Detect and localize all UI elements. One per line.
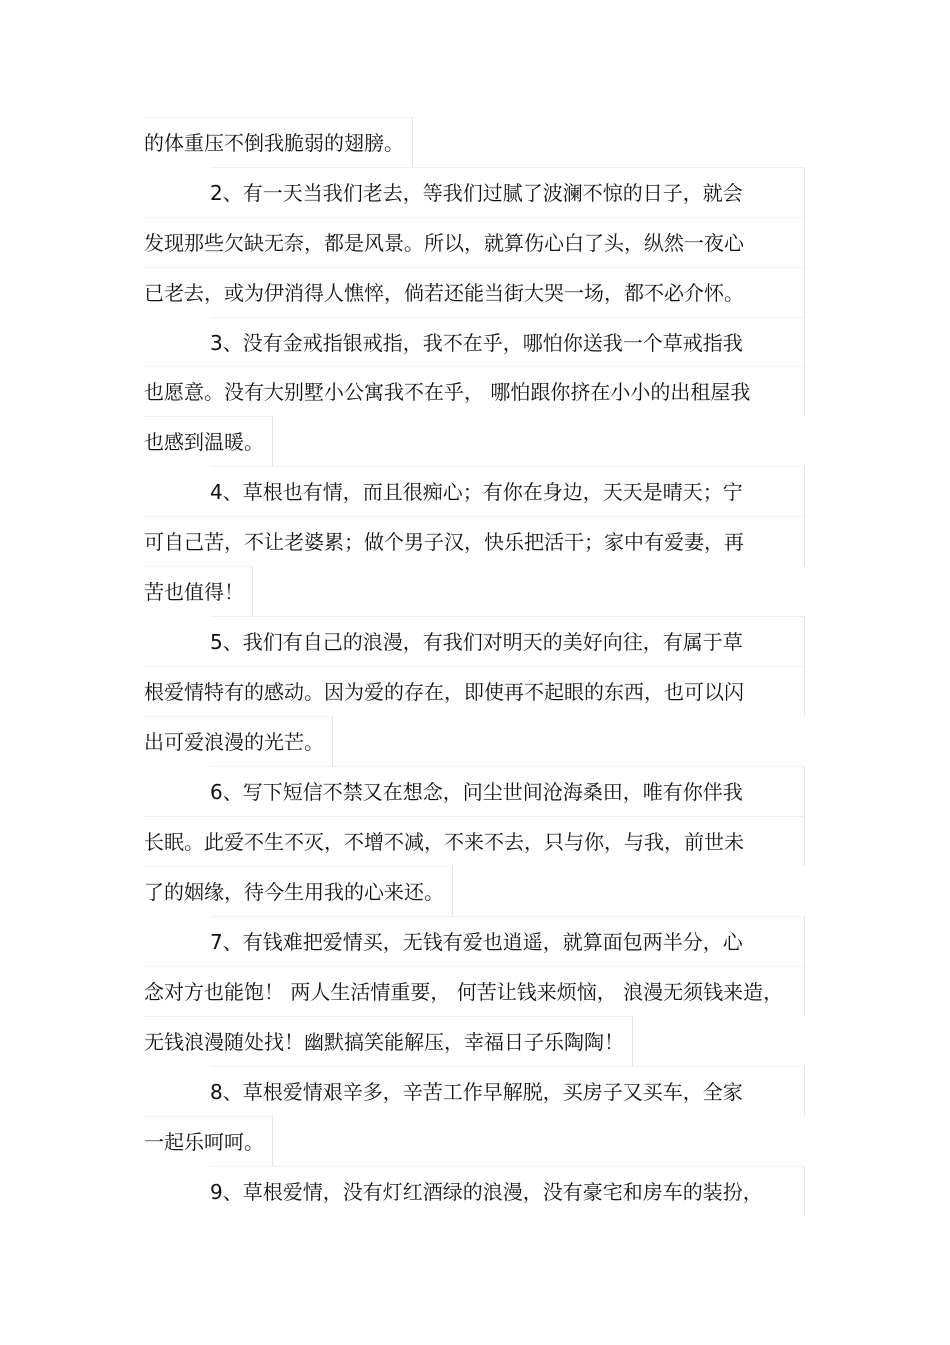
text-line: 4、草根也有情，而且很痴心；有你在身边，天天是晴天；宁: [210, 466, 805, 516]
text-line: 8、草根爱情艰辛多，辛苦工作早解脱，买房子又买车，全家: [210, 1066, 805, 1116]
text-line: 一起乐呵呵。: [144, 1116, 273, 1166]
text-line: 长眠。此爱不生不灭，不增不减，不来不去，只与你，与我，前世未: [144, 816, 805, 866]
text-line: 已老去，或为伊消得人憔悴，倘若还能当街大哭一场，都不必介怀。: [144, 267, 805, 317]
text-line: 发现那些欠缺无奈，都是风景。所以，就算伤心白了头，纵然一夜心: [144, 217, 805, 267]
text-line: 也感到温暖。: [144, 416, 273, 466]
text-line: 5、我们有自己的浪漫，有我们对明天的美好向往，有属于草: [210, 616, 805, 666]
text-line: 了的姻缘，待今生用我的心来还。: [144, 866, 453, 916]
text-line: 6、写下短信不禁又在想念，问尘世间沧海桑田，唯有你伴我: [210, 766, 805, 816]
text-line: 的体重压不倒我脆弱的翅膀。: [144, 117, 413, 167]
text-line: 无钱浪漫随处找！幽默搞笑能解压，幸福日子乐陶陶！: [144, 1016, 633, 1066]
text-line: 3、没有金戒指银戒指，我不在乎，哪怕你送我一个草戒指我: [210, 317, 805, 367]
text-line: 7、有钱难把爱情买，无钱有爱也逍遥，就算面包两半分，心: [210, 916, 805, 966]
text-line: 苦也值得！: [144, 566, 253, 616]
text-line: 也愿意。没有大别墅小公寓我不在乎， 哪怕跟你挤在小小的出租屋我: [144, 366, 805, 416]
text-line: 2、有一天当我们老去，等我们过腻了波澜不惊的日子，就会: [210, 167, 805, 217]
text-line: 可自己苦，不让老婆累；做个男子汉，快乐把活干；家中有爱妻，再: [144, 516, 805, 566]
text-line: 念对方也能饱！ 两人生活情重要， 何苦让钱来烦恼， 浪漫无须钱来造，: [144, 966, 805, 1016]
text-line: 根爱情特有的感动。因为爱的存在，即使再不起眼的东西，也可以闪: [144, 666, 805, 716]
text-line: 9、草根爱情，没有灯红酒绿的浪漫，没有豪宅和房车的装扮，: [210, 1166, 805, 1216]
text-line: 出可爱浪漫的光芒。: [144, 716, 333, 766]
